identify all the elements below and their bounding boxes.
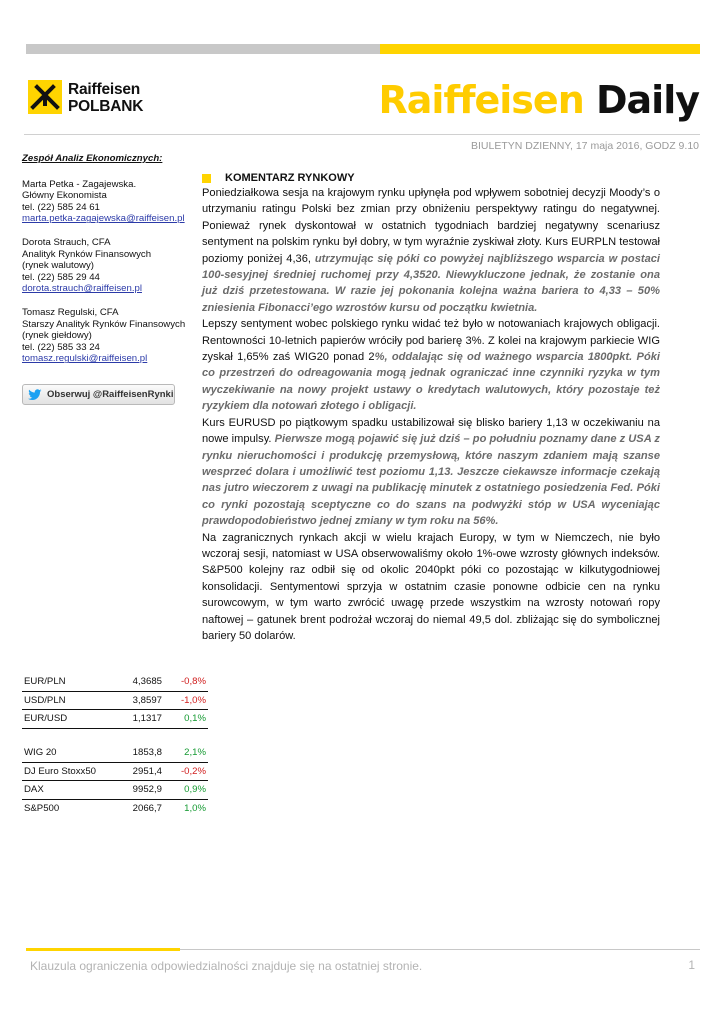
- raiffeisen-gable-icon: [28, 80, 62, 114]
- contact-role: Analityk Rynków Finansowych: [22, 248, 152, 260]
- page-number: 1: [688, 958, 695, 972]
- contact-email-link[interactable]: tomasz.regulski@raiffeisen.pl: [22, 353, 148, 365]
- contact-phone: tel. (22) 585 33 24: [22, 341, 100, 353]
- instrument-value: 2951,4: [106, 762, 164, 781]
- logo-line1: Raiffeisen: [68, 81, 141, 98]
- instrument-name: EUR/PLN: [22, 673, 106, 691]
- instrument-change: -0,2%: [164, 762, 208, 781]
- table-row: [22, 781, 208, 800]
- logo-line2: POLBANK: [68, 98, 144, 115]
- index-table: [22, 744, 208, 817]
- table-row: [22, 691, 208, 710]
- header-divider: [24, 134, 700, 135]
- paragraph: [202, 185, 660, 316]
- instrument-value: 1,1317: [106, 710, 164, 729]
- instrument-value: 1853,8: [106, 744, 164, 762]
- publication-title: [379, 78, 699, 122]
- contact-market: (rynek giełdowy): [22, 330, 92, 342]
- instrument-change: 0,9%: [164, 781, 208, 800]
- top-bar-yellow: [380, 44, 700, 54]
- paragraph-text: Poniedziałkowa sesja na krajowym rynku upłynęła pod wpływem sobotniej decyzji Moody’s o utrzymaniu ratingu Polski bez zmian przy obniżeniu perspektywy ratingu do negatywnej. Ponieważ rynek dyskontował w ostatnich tygodniach bardziej negatywny scenariusz sentyment na polskim rynku był dobry, w tym wyraźnie zyskiwał złoty. Kurs EURPLN testował poziomy poniżej 4,36,: [202, 187, 660, 265]
- footer-bar-gray: [180, 949, 700, 950]
- raiffeisen-polbank-logo: [28, 80, 188, 120]
- table-row: [22, 744, 208, 762]
- contact-role: Starszy Analityk Rynków Finansowych: [22, 318, 186, 330]
- instrument-name: DAX: [22, 781, 106, 800]
- table-row: [22, 762, 208, 781]
- brand-part1: Raiffeisen: [378, 78, 584, 122]
- table-row: [22, 673, 208, 691]
- contact-role: Główny Ekonomista: [22, 190, 107, 202]
- paragraph-text: Kurs EURUSD po piątkowym spadku ustabilizował się blisko bariery 1,13 w oczekiwaniu na nowe impulsy.: [202, 416, 660, 446]
- table-row: [22, 710, 208, 729]
- instrument-change: -1,0%: [164, 691, 208, 710]
- instrument-name: DJ Euro Stoxx50: [22, 762, 106, 781]
- section-heading: [202, 171, 660, 185]
- instrument-value: 3,8597: [106, 691, 164, 710]
- paragraph: [202, 316, 660, 414]
- instrument-change: -0,8%: [164, 673, 208, 691]
- disclaimer-text: Klauzula ograniczenia odpowiedzialności znajduje się na ostatniej stronie.: [30, 959, 423, 973]
- instrument-change: 1,0%: [184, 803, 206, 815]
- contact-name: Marta Petka - Zagajewska.: [22, 178, 137, 190]
- yellow-square-icon: [202, 174, 211, 183]
- instrument-name: S&P500: [24, 803, 60, 815]
- table-row: [22, 799, 208, 817]
- fx-table: [22, 673, 208, 729]
- paragraph-emphasis: utrzymując się póki co powyżej najbliższego wsparcia w postaci 100-sesyjnej średniej ruchomej przy 4,3520. Niewykluczone jednak, że zostanie ona już dziś przetestowana. W razie jej pokonania kolejna ważna bariera to 4,33 – 50% zniesienia Fibonacci’ego wzrostów kursu od początku kwietnia.: [202, 252, 660, 314]
- paragraph-emphasis: %, oddalając się od ważnego wsparcia 1800pkt. Póki co przestrzeń do odreagowania mogą jednak ograniczać inne czynniki ryzyka w tym wyczekiwanie na nowy projekt ustawy o kredytach walutowych, który pozostaje też ryzykiem dla notowań złotego i obligacji.: [202, 351, 660, 413]
- contact-card: [22, 179, 194, 225]
- contact-market: (rynek walutowy): [22, 260, 94, 272]
- instrument-value: 9952,9: [106, 781, 164, 800]
- team-title: Zespół Analiz Ekonomicznych:: [22, 153, 163, 164]
- footer-bar-yellow: [26, 948, 180, 951]
- instrument-name: EUR/USD: [22, 710, 106, 729]
- instrument-name: WIG 20: [22, 744, 106, 762]
- contact-email-link[interactable]: marta.petka-zagajewska@raiffeisen.pl: [22, 213, 185, 225]
- bulletin-date: BIULETYN DZIENNY, 17 maja 2016, GODZ 9.10: [471, 140, 699, 152]
- twitter-bird-icon: [28, 389, 42, 401]
- contact-name: Dorota Strauch, CFA: [22, 236, 111, 248]
- contact-card: [22, 237, 194, 295]
- contact-card: [22, 307, 194, 365]
- sidebar-contacts: [22, 153, 194, 377]
- section-title: KOMENTARZ RYNKOWY: [225, 172, 355, 184]
- paragraph: [202, 530, 660, 645]
- twitter-follow-button[interactable]: [22, 384, 175, 405]
- paragraph-text: Lepszy sentyment wobec polskiego rynku widać też było w notowaniach krajowych obligacji. Rentowności 10-letnich papierów wróciły pod barierę 3%. Z kolei na krajowym parkiecie WIG zyskał 1,65% zaś WIG20 ponad 2: [202, 318, 660, 364]
- contact-email-link[interactable]: dorota.strauch@raiffeisen.pl: [22, 283, 142, 295]
- instrument-change: 2,1%: [164, 744, 208, 762]
- paragraph-emphasis: Pierwsze mogą pojawić się już dziś – po południu poznamy dane z USA z rynku nieruchomości i produkcję przemysłową, które naszym zdaniem mają szanse wesprzeć dolara i umożliwić test poziomu 1,13. Jeszcze ciekawsze informacje czekają nas jutro wieczorem z uwagi na publikację minutek z ostatniego posiedzenia Fed. Póki co rynki pozostają sceptyczne co do szans na podwyżki stóp w USA wyceniając prawdopodobieństwo jednej zmiany w tym roku na 56%.: [202, 433, 660, 528]
- contact-name: Tomasz Regulski, CFA: [22, 306, 119, 318]
- brand-part2: Daily: [595, 78, 699, 122]
- instrument-change: 0,1%: [164, 710, 208, 729]
- follow-label: Obserwuj @RaiffeisenRynki: [47, 389, 174, 400]
- instrument-name: USD/PLN: [22, 691, 106, 710]
- top-bar-gray: [26, 44, 380, 54]
- contact-phone: tel. (22) 585 29 44: [22, 271, 100, 283]
- paragraph-text: Na zagranicznych rynkach akcji w wielu krajach Europy, w tym w Niemczech, nie było wczoraj sesji, natomiast w USA obserwowaliśmy około 1%-owe wzrosty głównych indeksów. S&P500 kolejny raz odbił się od okolic 2040pkt póki co pozostając w kilkutygodniowej konsolidacji. Sentymentowi sprzyja w ostatnim czasie ponowne odbicie cen na rynku surowcowym, w tym warto zwrócić uwagę przede wszystkim na wzrosty notowań ropy naftowej – gatunek brent podrożał wczoraj do niemal 49,5 dol. zbliżając się do symbolicznej bariery 50 dolarów.: [202, 531, 660, 642]
- instrument-value: 2066,7: [132, 803, 162, 815]
- instrument-value: 4,3685: [106, 673, 164, 691]
- market-commentary: [202, 171, 660, 644]
- contact-phone: tel. (22) 585 24 61: [22, 201, 100, 213]
- paragraph: [202, 415, 660, 530]
